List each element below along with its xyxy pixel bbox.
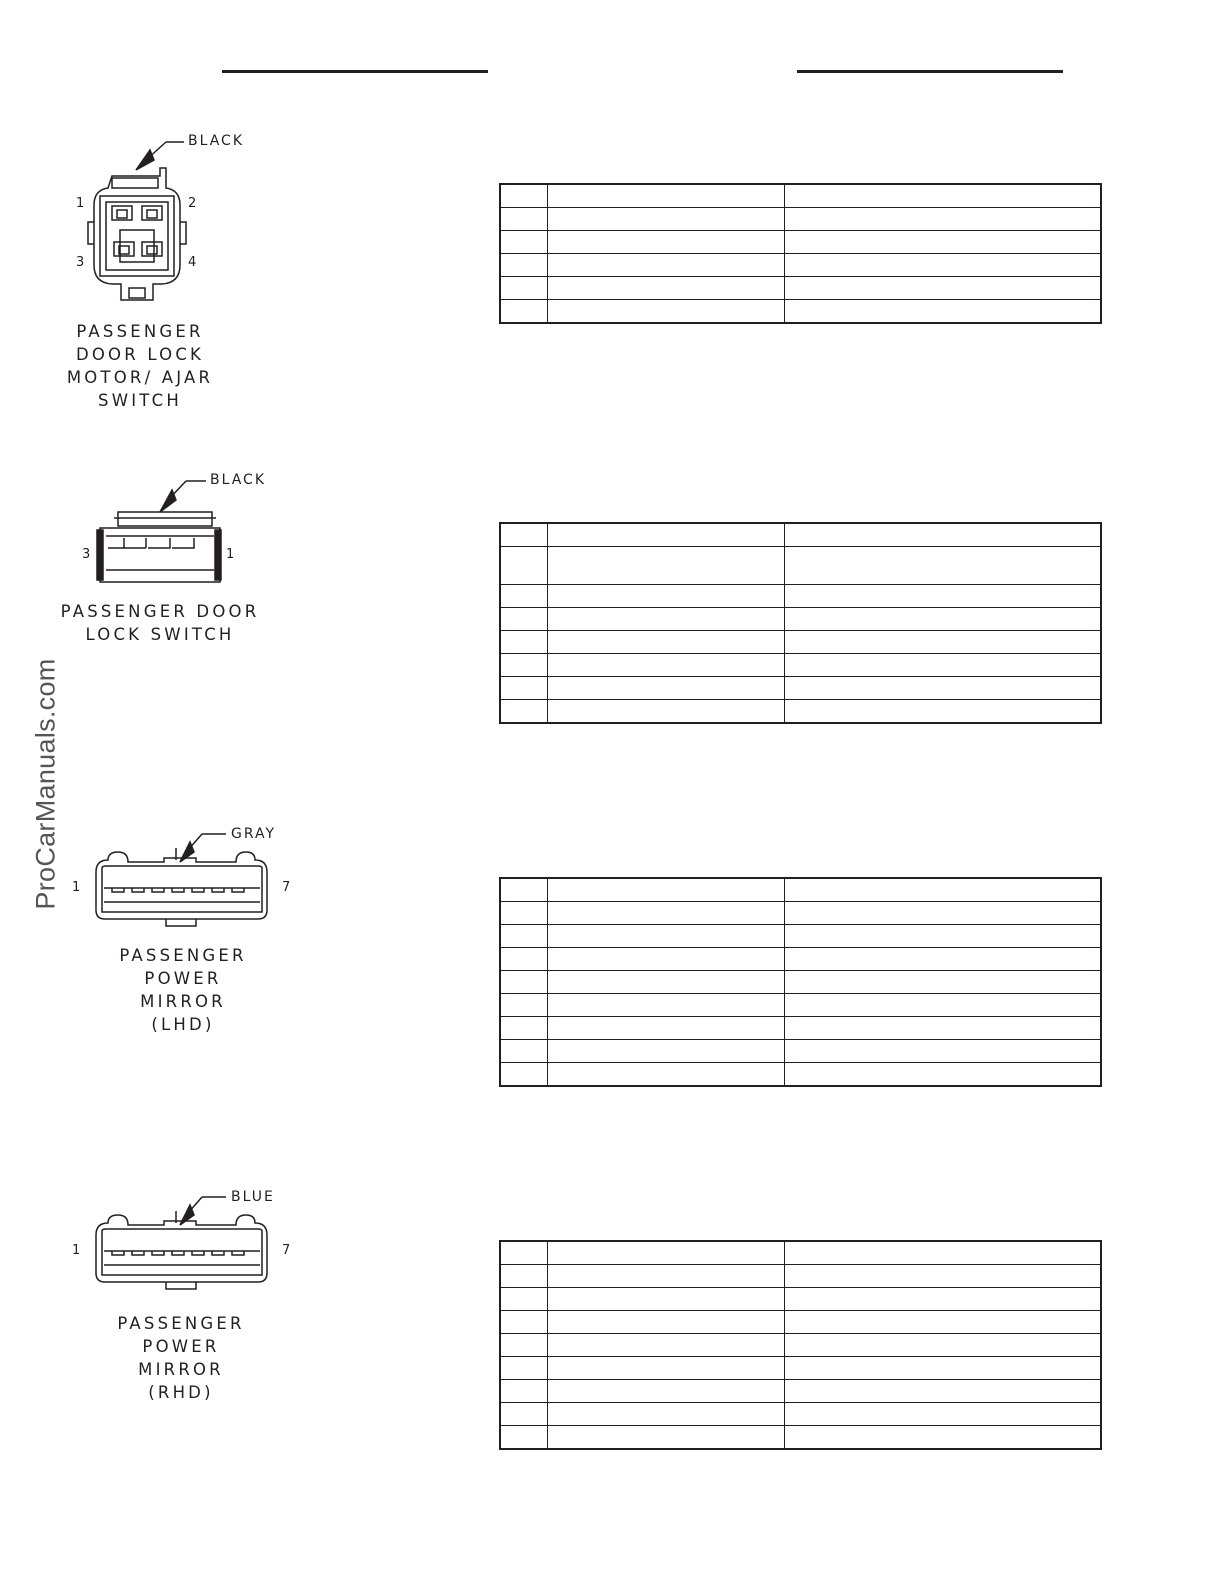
table-row xyxy=(500,254,1101,277)
table-row xyxy=(500,231,1101,254)
table-row xyxy=(500,585,1101,608)
power-mirror-rhd-pin-7: 7 xyxy=(282,1243,291,1258)
table-row xyxy=(500,994,1101,1017)
door-lock-motor-pin-4: 4 xyxy=(188,255,197,270)
door-lock-switch-pin-1: 1 xyxy=(226,547,235,562)
power-mirror-lhd-pin-7: 7 xyxy=(282,880,291,895)
power-mirror-rhd-color-label: BLUE xyxy=(231,1189,275,1205)
power-mirror-rhd-pin-1: 1 xyxy=(72,1243,81,1258)
table-row xyxy=(500,1334,1101,1357)
table-row xyxy=(500,184,1101,208)
table-row xyxy=(500,1403,1101,1426)
power-mirror-rhd-title xyxy=(76,1312,286,1404)
table-row xyxy=(500,948,1101,971)
title-line: PASSENGER DOOR xyxy=(60,602,260,621)
table-row xyxy=(500,1380,1101,1403)
watermark-text: ProCarManuals.com xyxy=(30,658,61,910)
door-lock-motor-pinout-table xyxy=(499,183,1102,324)
table-row xyxy=(500,208,1101,231)
title-line: LOCK SWITCH xyxy=(85,625,235,644)
table-row xyxy=(500,277,1101,300)
title-line: (LHD) xyxy=(151,1015,215,1034)
title-line: DOOR LOCK xyxy=(75,345,205,364)
table-row xyxy=(500,1357,1101,1380)
table-row xyxy=(500,878,1101,902)
power-mirror-lhd-color-label: GRAY xyxy=(231,826,277,842)
title-line: MIRROR xyxy=(140,992,226,1011)
table-row xyxy=(500,300,1101,324)
table-row xyxy=(500,902,1101,925)
table-row xyxy=(500,523,1101,547)
table-row xyxy=(500,1288,1101,1311)
door-lock-switch-pinout-table xyxy=(499,522,1102,724)
table-row xyxy=(500,677,1101,700)
door-lock-switch-color-label: BLACK xyxy=(210,472,267,488)
table-row xyxy=(500,1040,1101,1063)
door-lock-motor-pin-1: 1 xyxy=(76,196,85,211)
door-lock-motor-pin-2: 2 xyxy=(188,196,197,211)
title-line: PASSENGER POWER xyxy=(117,1314,245,1356)
table-row xyxy=(500,654,1101,677)
door-lock-switch-pin-3: 3 xyxy=(82,547,91,562)
table-row xyxy=(500,1063,1101,1087)
power-mirror-lhd-pin-1: 1 xyxy=(72,880,81,895)
power-mirror-rhd-pinout-table xyxy=(499,1240,1102,1450)
table-row xyxy=(500,1265,1101,1288)
title-line: MIRROR xyxy=(138,1360,224,1379)
title-line: (RHD) xyxy=(148,1383,214,1402)
table-row xyxy=(500,547,1101,585)
table-row xyxy=(500,925,1101,948)
table-row xyxy=(500,1311,1101,1334)
header-rule-right xyxy=(797,70,1063,73)
door-lock-motor-pin-3: 3 xyxy=(76,255,85,270)
title-line: SWITCH xyxy=(98,391,182,410)
door-lock-motor-color-label: BLACK xyxy=(188,133,245,149)
table-row xyxy=(500,608,1101,631)
title-line: PASSENGER xyxy=(76,322,204,341)
table-row xyxy=(500,631,1101,654)
title-line: PASSENGER POWER xyxy=(119,946,247,988)
table-row xyxy=(500,1241,1101,1265)
table-row xyxy=(500,1426,1101,1450)
table-row xyxy=(500,700,1101,724)
power-mirror-lhd-pinout-table xyxy=(499,877,1102,1087)
table-row xyxy=(500,971,1101,994)
title-line: MOTOR/ AJAR xyxy=(66,368,214,387)
table-row xyxy=(500,1017,1101,1040)
